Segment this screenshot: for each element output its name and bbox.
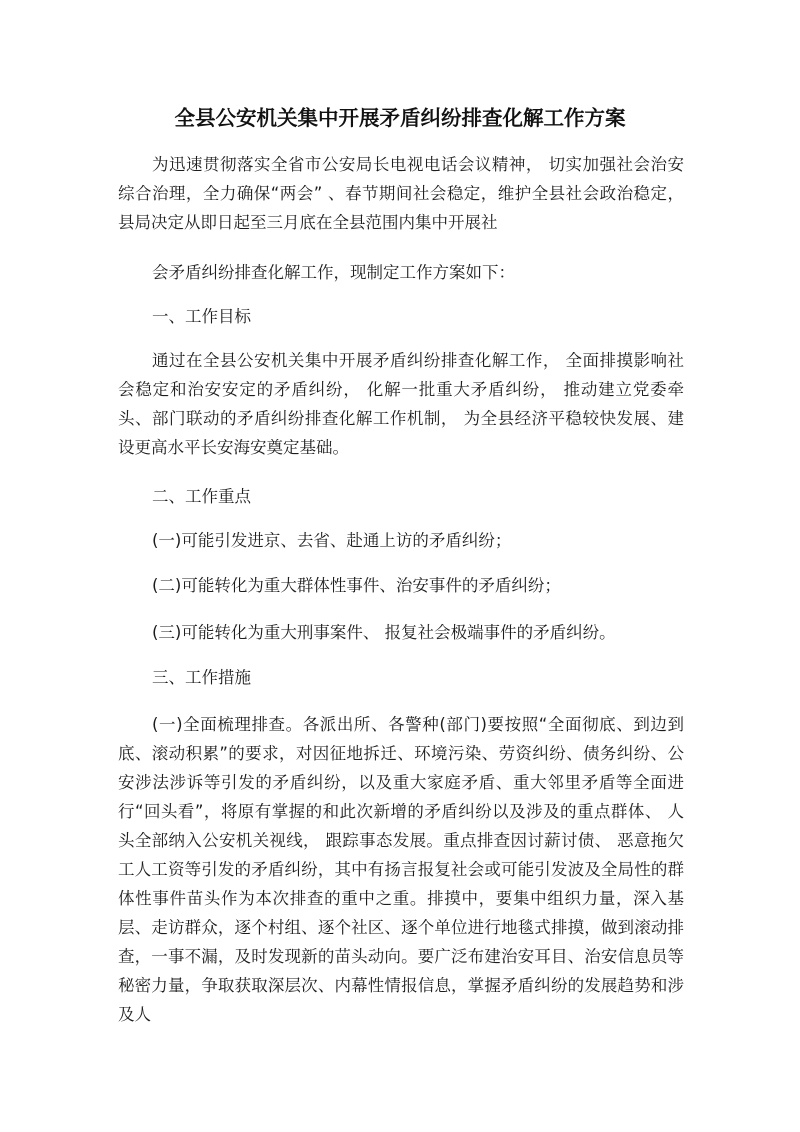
goals-paragraph: 通过在全县公安机关集中开展矛盾纠纷排查化解工作， 全面排摸影响社会稳定和治安安定的矛盾纠纷， 化解一批重大矛盾纠纷， 推动建立党委牵头、部门联动的矛盾纠纷排查化解工作机制， 为全县经济平稳较快发展、建设更高水平长安海安奠定基础。 [118,351,684,457]
document-title: 全县公安机关集中开展矛盾纠纷排查化解工作方案 [174,106,626,130]
focus-item: (二)可能转化为重大群体性事件、治安事件的矛盾纠纷； [152,576,561,595]
focus-item: (一)可能引发进京、去省、赴通上访的矛盾纠纷； [152,531,512,550]
intro-paragraph: 为迅速贯彻落实全省市公安局长电视电话会议精神， 切实加强社会治安综合治理，全力确保“两会” 、春节期间社会稳定，维护全县社会政治稳定，县局决定从即日起至三月底在全县范围内集中开展社 [118,155,684,232]
section-heading-goals: 一、工作目标 [152,307,251,326]
section-heading-measures: 三、工作措施 [152,668,251,687]
section-heading-focus: 二、工作重点 [152,487,251,506]
focus-item: (三)可能转化为重大刑事案件、 报复社会极端事件的矛盾纠纷。 [152,623,616,642]
measure-paragraph: (一)全面梳理排查。各派出所、各警种(部门)要按照“全面彻底、到边到底、滚动积累”的要求，对因征地拆迁、环境污染、劳资纠纷、债务纠纷、公安涉法涉诉等引发的矛盾纠纷，以及重大家庭矛盾、重大邻里矛盾等全面进行“回头看”，将原有掌握的和此次新增的矛盾纠纷以及涉及的重点群体、 人头全部纳入公安机关视线， 跟踪事态发展。重点排查因讨薪讨债、 恶意拖欠工人工资等引发的矛盾纠纷，其中有扬言报复社会或可能引发波及全局性的群体性事件苗头作为本次排查的重中之重。排摸中，要集中组织力量，深入基层、走访群众，逐个村组、逐个社区、逐个单位进行地毯式排摸，做到滚动排查，一事不漏，及时发现新的苗头动向。要广泛布建治安耳目、治安信息员等秘密力量，争取获取深层次、内幕性情报信息，掌握矛盾纠纷的发展趋势和涉及人 [118,715,684,1024]
intro-continuation: 会矛盾纠纷排查化解工作，现制定工作方案如下： [152,263,515,282]
